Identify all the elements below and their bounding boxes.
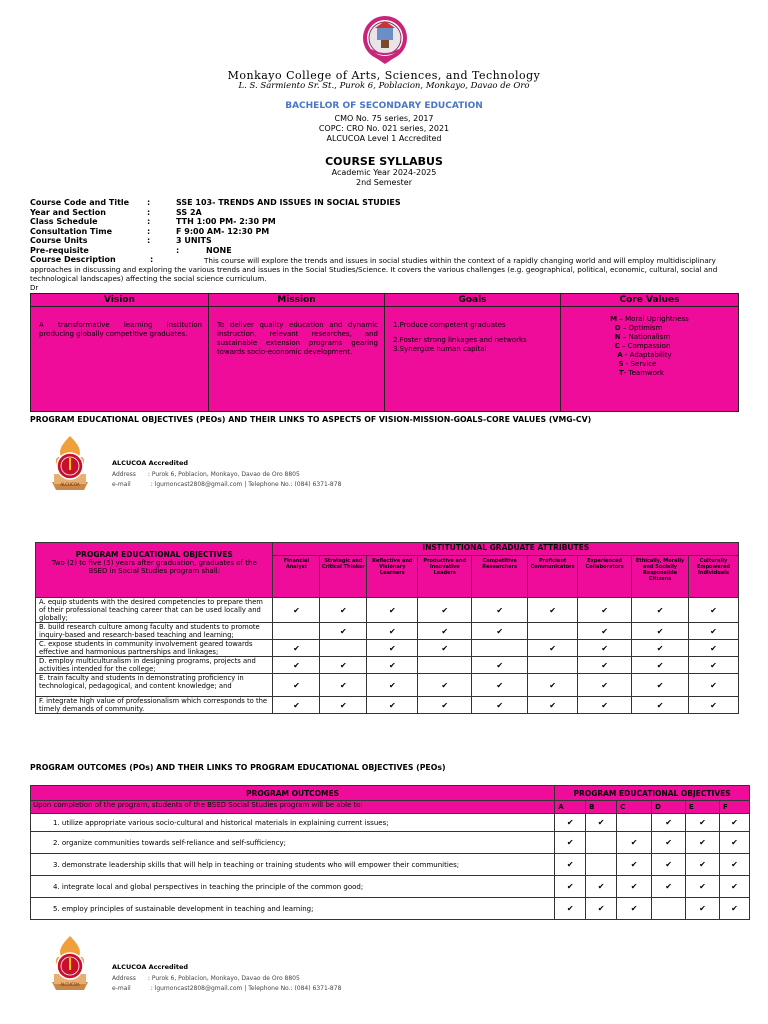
checkmark-cell: ✔ [578,640,632,657]
college-address: L. S. Sarmiento Sr. St., Purok 6, Poblacion, Monkayo, Davao de Oro [238,81,530,91]
po-row [31,876,750,898]
goal-item: 1.Produce competent graduates [393,321,506,329]
alcucoa-badge-logo [48,434,92,490]
po-row [31,898,750,920]
program-outcome-text: 1. utilize appropriate various socio-cultural and historical materials in explaining current issues; [31,814,555,832]
attribute-header: Productive and Innovative Leaders [418,556,472,598]
goal-item: 3.Synergize human capital [393,345,487,353]
peo-objective-text: B. build research culture among faculty and students to promote inquiry-based and research-based teaching and learning; [36,623,273,640]
peo-table-left-header-cell [36,543,273,598]
program-outcome-text: 2. organize communities towards self-reliance and self-sufficiency; [31,832,555,854]
info-label-units: Course Units [30,236,88,245]
checkmark-cell: ✔ [689,640,739,657]
attribute-header: Experienced Collaborators [578,556,632,598]
checkmark-cell: ✔ [578,674,632,697]
info-value-units: 3 UNITS [176,236,212,245]
checkmark-cell: ✔ [367,674,418,697]
checkmark-cell: ✔ [528,640,578,657]
peo-letter-header: C [617,801,652,814]
semester: 2nd Semester [355,178,412,187]
checkmark-cell: ✔ [689,598,739,623]
checkmark-cell: ✔ [617,832,652,854]
peo-row [36,640,739,657]
checkmark-cell: ✔ [652,854,686,876]
po-section-heading: PROGRAM OUTCOMES (POs) AND THEIR LINKS TO PROGRAM EDUCATIONAL OBJECTIVES (PEOs) [30,763,446,772]
program-name: BACHELOR OF SECONDARY EDUCATION [285,101,483,111]
checkmark-cell: ✔ [320,674,367,697]
checkmark-cell: ✔ [418,697,472,714]
mission-column [209,294,385,411]
attribute-header: Competitive Researchers [472,556,528,598]
po-row [31,854,750,876]
attribute-header: Financial Analyst [273,556,320,598]
checkmark-cell [418,657,472,674]
checkmark-cell: ✔ [689,657,739,674]
info-label-course-code: Course Code and Title [30,198,130,207]
syllabus-title: COURSE SYLLABUS [325,155,443,168]
checkmark-cell: ✔ [586,898,617,920]
info-colon: : [147,198,151,207]
stray-text: Dr [30,284,39,292]
course-description: This course will explore the trends and issues in social studies within the context of a rapidly changing world and will employ multidisciplinary approaches in discussing and exploring the various trends and issues in the Social Studies/Science. It covers the various challenges (e.g. geographical, political, economic, cultural, social and technological landscapes) affecting the social science curriculum. [30,256,718,283]
checkmark-cell: ✔ [632,674,689,697]
info-label-consultation: Consultation Time [30,227,112,236]
goals-header: Goals [385,294,560,307]
checkmark-cell: ✔ [617,854,652,876]
mission-header: Mission [209,294,384,307]
checkmark-cell: ✔ [632,697,689,714]
peo-row [36,657,739,674]
checkmark-cell: ✔ [555,832,586,854]
checkmark-cell: ✔ [320,623,367,640]
peo-objective-text: A. equip students with the desired competencies to prepare them of their professional teaching career that can be used locally and globally; [36,598,273,623]
checkmark-cell [617,814,652,832]
footer-email: e-mail : lgumoncast2808@gmail.com | Telephone No.: (084) 6371-878 [112,481,342,488]
checkmark-cell [528,623,578,640]
checkmark-cell: ✔ [528,598,578,623]
footer-address: Address : Purok 6, Poblacion, Monkayo, Davao de Oro 8805 [112,975,300,982]
checkmark-cell: ✔ [632,623,689,640]
program-outcome-text: 5. employ principles of sustainable development in teaching and learning; [31,898,555,920]
accredited-label: ALCUCOA Accredited [112,459,189,467]
checkmark-cell: ✔ [273,697,320,714]
peo-row [36,623,739,640]
checkmark-cell: ✔ [418,623,472,640]
checkmark-cell: ✔ [632,657,689,674]
attribute-header: Culturally Empowered Individuals [689,556,739,598]
checkmark-cell: ✔ [632,598,689,623]
copc-line: COPC: CRO No. 021 series, 2021 [318,124,450,133]
core-value-item: O – Optimism [614,324,663,332]
checkmark-cell: ✔ [689,623,739,640]
core-values-column [561,294,738,411]
footer-address: Address : Purok 6, Poblacion, Monkayo, Davao de Oro 8805 [112,471,300,478]
attribute-header: Ethically, Morally and Socially Responsible Citizens [632,556,689,598]
peo-objective-text: D. employ multiculturalism in designing programs, projects and activities intended for the college; [36,657,273,674]
core-value-item: A - Adaptability [617,351,672,359]
checkmark-cell: ✔ [689,697,739,714]
checkmark-cell: ✔ [367,697,418,714]
checkmark-cell: ✔ [273,674,320,697]
peo-table-title: PROGRAM EDUCATIONAL OBJECTIVES [75,550,233,559]
goals-column [385,294,561,411]
checkmark-cell: ✔ [320,598,367,623]
checkmark-cell: ✔ [632,640,689,657]
checkmark-cell [320,640,367,657]
checkmark-cell: ✔ [273,640,320,657]
peo-letter-header: A [555,801,586,814]
checkmark-cell: ✔ [686,832,720,854]
info-value-consultation: F 9:00 AM- 12:30 PM [176,227,270,236]
info-colon: : [176,246,180,255]
checkmark-cell: ✔ [555,898,586,920]
info-label-prerequisite: Pre-requisite [30,246,89,255]
college-seal-logo [362,14,408,66]
checkmark-cell: ✔ [367,598,418,623]
checkmark-cell [586,832,617,854]
checkmark-cell: ✔ [472,598,528,623]
vision-text: A transformative learning institution producing globally competitive graduates. [39,321,202,338]
vmgc-table [30,293,739,412]
po-peo-header: PROGRAM EDUCATIONAL OBJECTIVES [555,786,750,801]
checkmark-cell: ✔ [418,640,472,657]
college-name: Monkayo College of Arts, Sciences, and Technology [227,69,541,82]
core-values-header: Core Values [561,294,738,307]
info-label-class-schedule: Class Schedule [30,217,98,226]
core-value-item: C – Compassion [614,342,671,350]
checkmark-cell: ✔ [555,876,586,898]
info-colon: : [147,227,151,236]
attribute-header: Reflective and Visionary Learners [367,556,418,598]
checkmark-cell [586,854,617,876]
core-values-list [561,307,738,378]
checkmark-cell: ✔ [528,697,578,714]
checkmark-cell: ✔ [472,674,528,697]
po-row [31,814,750,832]
checkmark-cell: ✔ [652,832,686,854]
po-table-subtitle: Upon completion of the program, students of the BSED Social Studies program will be able to: [31,801,555,814]
peo-objective-text: E. train faculty and students in demonstrating proficiency in technological, pedagogical, and content knowledge; and [36,674,273,697]
vision-header: Vision [31,294,208,307]
info-colon: : [147,208,151,217]
goals-list [385,307,560,354]
peo-objective-text: F. integrate high value of professionalism which corresponds to the timely demands of community. [36,697,273,714]
peo-section-heading: PROGRAM EDUCATIONAL OBJECTIVES (PEOs) AND THEIR LINKS TO ASPECTS OF VISION-MISSION-GOALS-CORE VALUES (VMG-CV) [30,415,592,424]
info-value-year-section: SS 2A [176,208,202,217]
checkmark-cell: ✔ [686,854,720,876]
checkmark-cell [273,623,320,640]
core-value-item: S - Service [618,360,657,368]
peo-row [36,697,739,714]
checkmark-cell: ✔ [652,814,686,832]
info-value-class-schedule: TTH 1:00 PM- 2:30 PM [176,217,276,226]
core-value-item: M – Moral Uprightness [610,315,689,323]
peo-objective-text: C. expose students in community involvement geared towards effective and harmonious partnerships and linkages; [36,640,273,657]
vision-column [31,294,209,411]
po-table-body [31,814,750,920]
checkmark-cell: ✔ [586,814,617,832]
info-colon: : [147,236,151,245]
checkmark-cell: ✔ [686,876,720,898]
checkmark-cell: ✔ [686,898,720,920]
checkmark-cell: ✔ [472,623,528,640]
checkmark-cell: ✔ [472,657,528,674]
peo-attributes-table [35,542,739,714]
checkmark-cell: ✔ [578,623,632,640]
info-value-course-code: SSE 103- TRENDS AND ISSUES IN SOCIAL STUDIES [176,198,401,207]
attributes-header: INSTITUTIONAL GRADUATE ATTRIBUTES [273,543,739,556]
program-outcome-text: 3. demonstrate leadership skills that will help in teaching or training students who will empower their communities; [31,854,555,876]
checkmark-cell: ✔ [273,657,320,674]
peo-letter-header: F [719,801,749,814]
checkmark-cell [472,640,528,657]
info-colon: : [150,255,154,264]
checkmark-cell: ✔ [578,598,632,623]
badge-text: ALCUCOA [60,982,80,987]
checkmark-cell: ✔ [528,674,578,697]
checkmark-cell: ✔ [472,697,528,714]
checkmark-cell [528,657,578,674]
peo-letter-header: D [652,801,686,814]
checkmark-cell: ✔ [418,674,472,697]
program-outcome-text: 4. integrate local and global perspectives in teaching the principle of the common good; [31,876,555,898]
checkmark-cell: ✔ [273,598,320,623]
footer-email: e-mail : lgumoncast2808@gmail.com | Telephone No.: (084) 6371-878 [112,985,342,992]
info-colon: : [147,217,151,226]
checkmark-cell: ✔ [555,854,586,876]
checkmark-cell: ✔ [555,814,586,832]
checkmark-cell: ✔ [418,598,472,623]
po-row [31,832,750,854]
academic-year: Academic Year 2024-2025 [331,168,437,177]
checkmark-cell: ✔ [367,657,418,674]
checkmark-cell: ✔ [719,876,749,898]
peo-table-subtitle: Two (2) to five (5) years after graduation, graduates of the BSED in Social Studies program shall: [51,559,257,575]
checkmark-cell: ✔ [320,697,367,714]
checkmark-cell [652,898,686,920]
checkmark-cell: ✔ [652,876,686,898]
checkmark-cell: ✔ [367,640,418,657]
checkmark-cell: ✔ [367,623,418,640]
info-value-prerequisite: NONE [206,246,232,255]
po-table-title: PROGRAM OUTCOMES [31,786,555,801]
checkmark-cell: ✔ [617,898,652,920]
alcucoa-badge-logo [48,934,92,990]
mission-text: To deliver quality education and dynamic instruction, relevant researches, and sustainable extension programs gearing towards socio-economic development. [217,321,378,356]
checkmark-cell: ✔ [578,697,632,714]
checkmark-cell: ✔ [689,674,739,697]
badge-text: ALCUCOA [60,482,80,487]
info-label-description: Course Description [30,255,116,264]
core-value-item: N – Nationalism [614,333,671,341]
checkmark-cell: ✔ [578,657,632,674]
po-peo-table [30,785,750,920]
checkmark-cell: ✔ [320,657,367,674]
peo-row [36,674,739,697]
attribute-header: Proficient Communicators [528,556,578,598]
peo-letter-header: E [686,801,720,814]
info-label-year-section: Year and Section [30,208,106,217]
goal-item: 2.Foster strong linkages and networks [393,336,527,344]
core-value-item: T- Teamwork [619,369,664,377]
peo-letter-header: B [586,801,617,814]
checkmark-cell: ✔ [719,814,749,832]
checkmark-cell: ✔ [719,832,749,854]
checkmark-cell: ✔ [617,876,652,898]
cmo-line: CMO No. 75 series, 2017 [334,114,434,123]
checkmark-cell: ✔ [686,814,720,832]
peo-table-body [36,598,739,714]
checkmark-cell: ✔ [719,854,749,876]
attribute-header: Strategic and Critical Thinker [320,556,367,598]
peo-row [36,598,739,623]
alcucoa-line: ALCUCOA Level 1 Accredited [326,134,442,143]
checkmark-cell: ✔ [719,898,749,920]
accredited-label: ALCUCOA Accredited [112,963,189,971]
checkmark-cell: ✔ [586,876,617,898]
